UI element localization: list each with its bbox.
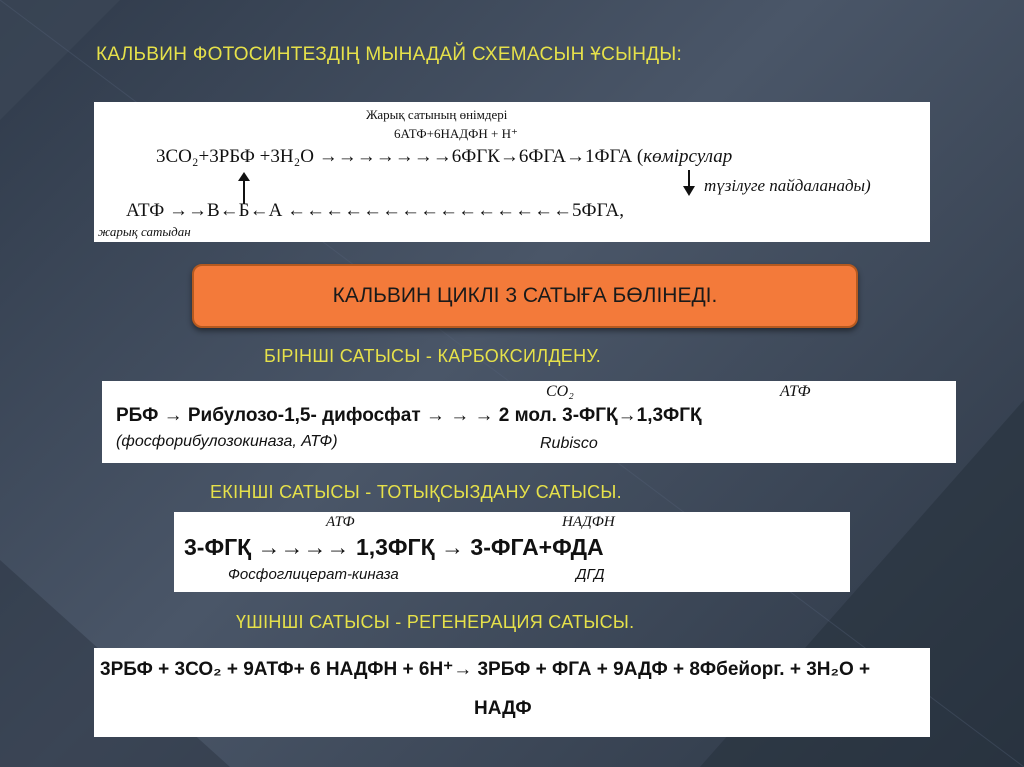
scheme-line1 xyxy=(156,146,732,168)
scheme-top-label: Жарық сатының өнімдері xyxy=(366,107,508,122)
stage3-equation-line1: 3РБФ + 3СО₂ + 9АТФ+ 6 НАДФН + 6Н⁺→ 3РБФ + ФГА + 9АДФ + 8Фбейорг. + 3Н₂О + xyxy=(100,659,871,680)
calvin-stages-banner: КАЛЬВИН ЦИКЛІ 3 САТЫҒА БӨЛІНЕДІ. xyxy=(192,264,858,328)
scheme-top-products: 6АТФ+6НАДФН + Н⁺ xyxy=(394,126,518,141)
scheme-right-note: түзілуге пайдаланады) xyxy=(704,176,871,195)
down-arrow-icon xyxy=(682,170,696,196)
stage1-enzyme-right: Rubisco xyxy=(540,435,598,452)
stage2-title: ЕКІНШІ САТЫСЫ - ТОТЫҚСЫЗДАНУ САТЫСЫ. xyxy=(210,482,622,502)
stage2-equation: 3-ФГҚ →→→→ 1,3ФГҚ → 3-ФГА+ФДА xyxy=(184,534,604,560)
scheme-line1-equation: 3СО₂+3РБФ +3Н₂О →→→→→→→6ФГК→6ФГА→1ФГА ( xyxy=(156,146,644,167)
scheme-bottom-label: жарық сатыдан xyxy=(98,224,191,239)
stage2-equation-box xyxy=(174,512,850,592)
stage2-nadph-label: НАДФН xyxy=(562,514,615,530)
stage2-enzyme-right: ДГД xyxy=(576,566,605,583)
stage1-co2-label: CO₂ xyxy=(546,383,574,400)
stage3-equation-line2: НАДФ xyxy=(474,698,532,719)
scheme-line2: АТФ →→В←Б←А ←←←←←←←←←←←←←←←5ФГА, xyxy=(126,200,624,221)
stage1-equation-box xyxy=(102,381,956,463)
stage3-equation-box xyxy=(94,648,930,737)
stage1-enzyme-left: (фосфорибулозокиназа, АТФ) xyxy=(116,433,338,450)
stage1-equation: РБФ → Рибулозо-1,5- дифосфат → → → 2 мол. 3-ФГҚ→1,3ФГҚ xyxy=(116,405,702,426)
stage1-title: БІРІНШІ САТЫСЫ - КАРБОКСИЛДЕНУ. xyxy=(264,346,602,366)
scheme-line1-note: көмірсулар xyxy=(643,146,733,167)
stage3-title: ҮШІНШІ САТЫСЫ - РЕГЕНЕРАЦИЯ САТЫСЫ. xyxy=(236,612,635,632)
stage1-atp-label: АТФ xyxy=(780,383,811,400)
stage2-atp-label: АТФ xyxy=(326,514,355,530)
slide-title: КАЛЬВИН ФОТОСИНТЕЗДІҢ МЫНАДАЙ СХЕМАСЫН ҰСЫНДЫ: xyxy=(96,44,683,65)
calvin-scheme-box xyxy=(94,102,930,242)
stage2-enzyme-left: Фосфоглицерат-киназа xyxy=(228,566,399,583)
